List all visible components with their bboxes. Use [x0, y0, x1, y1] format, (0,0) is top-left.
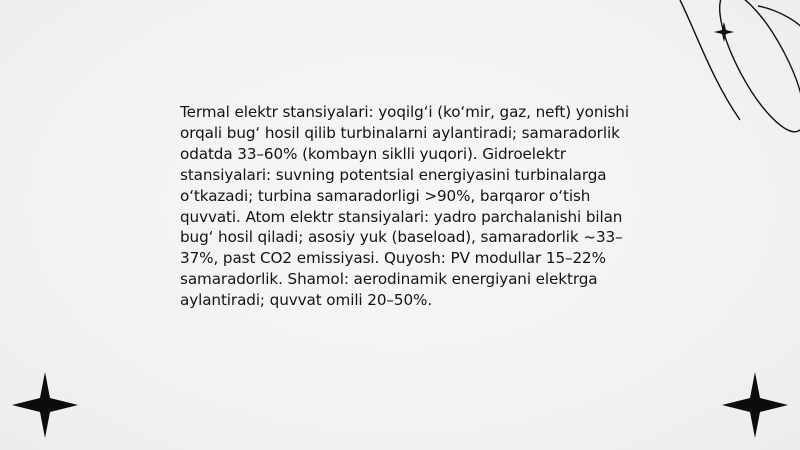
- four-point-star-icon: [10, 370, 80, 440]
- body-text: Termal elektr stansiyalari: yoqilg‘i (ko‘mir, gaz, neft) yonishi orqali bug‘ hosil qilib turbinalarni aylantiradi; samaradorlik odatda 33–60% (kombayn siklli yuqori). Gidroelektr stansiyalari: suvning potentsial energiyasini turbinalarga o‘tkazadi; turbina samaradorligi >90%, barqaror o‘tish quvvati. Atom elektr stansiyalari: yadro parchalanishi bilan bug‘ hosil qiladi; asosiy yuk (baseload), samaradorlik ~33–37%, past CO2 emissiyasi. Quyosh: PV modullar 15–22% samaradorlik. Shamol: aerodinamik energiyani elektrga aylantiradi; quvvat omili 20–50%.: [180, 103, 629, 310]
- orbit-curve: [680, 0, 740, 120]
- orbit-ellipse: [704, 0, 800, 142]
- sparkle-icon: [714, 22, 734, 42]
- orbit-sparkle-icon: [650, 0, 800, 150]
- orbit-arc: [758, 6, 800, 28]
- four-point-star-icon: [720, 370, 790, 440]
